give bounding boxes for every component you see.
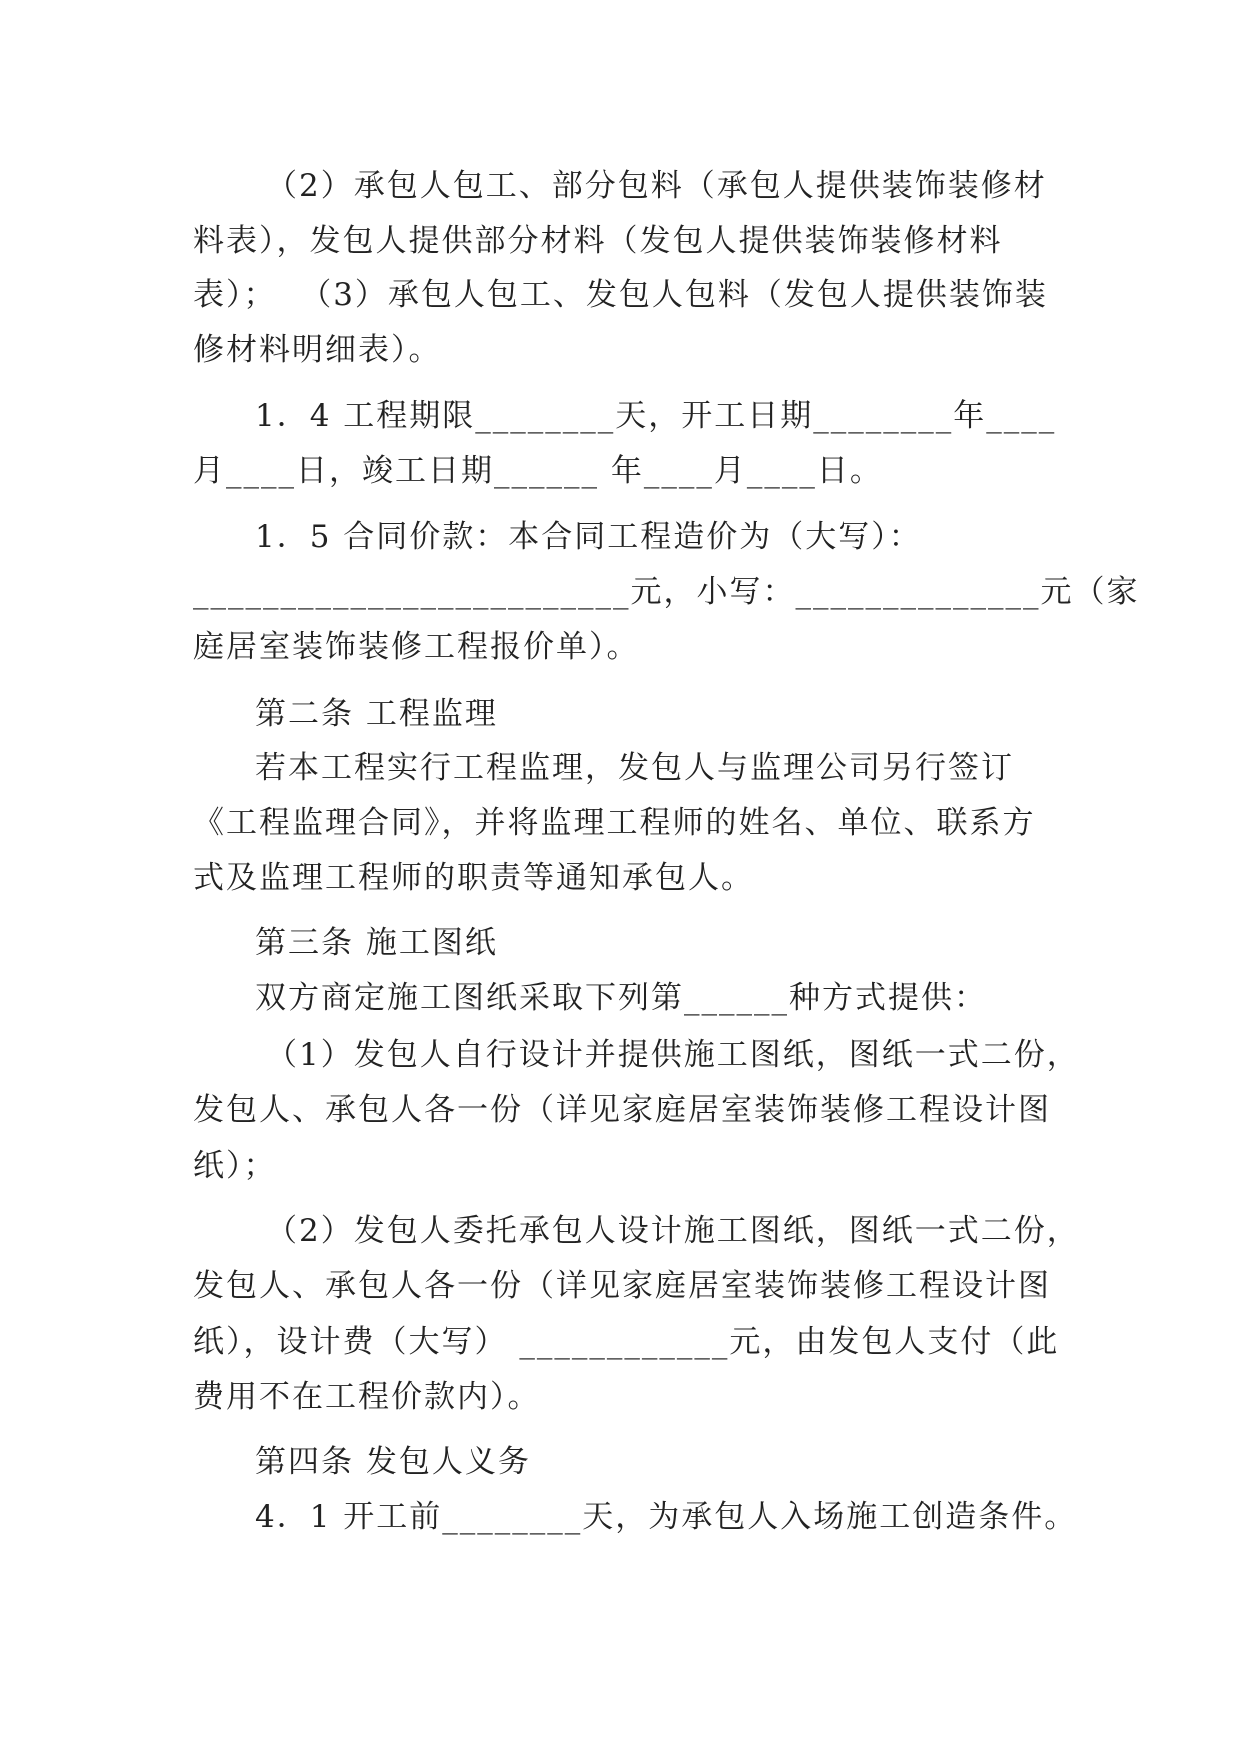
section-heading: 第三条 施工图纸 [255, 925, 498, 961]
paragraph-line: 纸）； [193, 1148, 277, 1184]
paragraph-line: _________________________元，小写：______________元（家 [193, 574, 1140, 610]
paragraph-line: 4．1 开工前________天，为承包人入场施工创造条件。 [255, 1499, 1078, 1535]
paragraph-line: 费用不在工程价款内）。 [193, 1379, 541, 1415]
paragraph-line: （2）发包人委托承包人设计施工图纸，图纸一式二份， [266, 1213, 1080, 1249]
paragraph-line: 双方商定施工图纸采取下列第______种方式提供： [255, 980, 987, 1016]
section-heading: 第四条 发包人义务 [255, 1444, 531, 1480]
paragraph-line: 1．5 合同价款：本合同工程造价为（大写）： [255, 519, 922, 555]
paragraph-line: 1．4 工程期限________天，开工日期________年____ [255, 398, 1057, 434]
paragraph-line: 发包人、承包人各一份（详见家庭居室装饰装修工程设计图 [193, 1092, 1051, 1128]
paragraph-line: （2）承包人包工、部分包料（承包人提供装饰装修材 [266, 168, 1047, 204]
paragraph-line: 料表），发包人提供部分材料（发包人提供装饰装修材料 [193, 223, 1003, 259]
paragraph-line: 发包人、承包人各一份（详见家庭居室装饰装修工程设计图 [193, 1268, 1051, 1304]
paragraph-line: 若本工程实行工程监理，发包人与监理公司另行签订 [255, 750, 1014, 786]
paragraph-line: 庭居室装饰装修工程报价单）。 [193, 629, 640, 665]
paragraph-line: 表）； （3）承包人包工、发包人包料（发包人提供装饰装 [193, 277, 1048, 313]
paragraph-line: 纸），设计费（大写） ____________元，由发包人支付（此 [193, 1324, 1060, 1360]
paragraph-line: 修材料明细表）。 [193, 332, 442, 368]
paragraph-line: 《工程监理合同》，并将监理工程师的姓名、单位、联系方 [193, 805, 1036, 841]
paragraph-line: 式及监理工程师的职责等通知承包人。 [193, 860, 754, 896]
paragraph-line: 月____日，竣工日期______ 年____月____日。 [193, 453, 883, 489]
section-heading: 第二条 工程监理 [255, 696, 498, 732]
paragraph-line: （1）发包人自行设计并提供施工图纸，图纸一式二份， [266, 1037, 1080, 1073]
